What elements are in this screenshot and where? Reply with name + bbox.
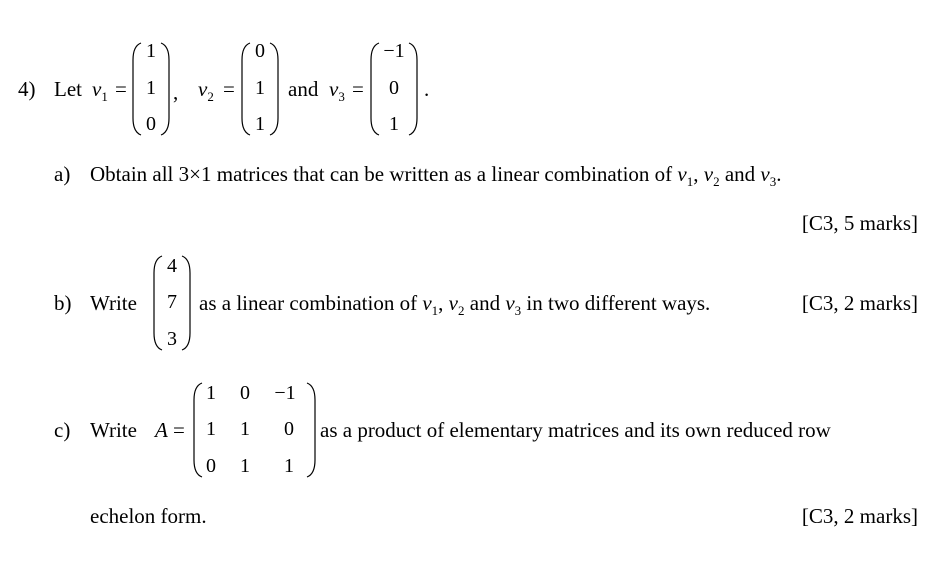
equals-sign: =: [223, 77, 235, 101]
matrix-a-r3c3: 1: [284, 455, 294, 477]
part-a-text: Obtain all 3×1 matrices that can be written as a linear combination of $v_1$, $v_2$ and $v_3$.: [90, 162, 782, 189]
part-c-write: Write: [90, 418, 137, 442]
equals-sign: =: [173, 418, 185, 442]
v3-ref: $v_3$: [505, 291, 522, 318]
v3-entry-1: −1: [383, 40, 405, 62]
v3-vector: [369, 40, 419, 138]
part-b-text: as a linear combination of $v_1$, $v_2$ and $v_3$ in two different ways.: [199, 291, 711, 318]
equals-sign: =: [352, 77, 364, 101]
v2-entry-3: 1: [255, 113, 265, 135]
let-text: Let: [54, 77, 82, 101]
part-b-write: Write: [90, 291, 137, 315]
matrix-a-r2c2: 1: [240, 418, 250, 440]
matrix-a-r2c1: 1: [206, 418, 216, 440]
matrix-a-r3c2: 1: [240, 455, 250, 477]
v1-label: $v_1$: [92, 77, 108, 104]
part-b-marks: [C3, 2 marks]: [801, 291, 918, 315]
v3-entry-3: 1: [389, 113, 399, 135]
part-b-vector: [152, 253, 192, 353]
question-number: 4): [18, 77, 36, 101]
v1-entry-3: 0: [146, 113, 156, 135]
matrix-a-r1c2: 0: [240, 382, 250, 404]
part-c-text-line2: echelon form.: [90, 504, 207, 528]
part-c-label: c): [54, 418, 71, 442]
v2-label: $v_2$: [198, 77, 214, 104]
v1-ref: $v_1$: [422, 291, 439, 318]
equals-sign: =: [115, 77, 127, 101]
v1-entry-1: 1: [146, 40, 156, 62]
v2-ref: $v_2$: [703, 162, 720, 189]
matrix-a: [192, 380, 317, 480]
v3-ref: $v_3$: [760, 162, 777, 189]
v3-entry-2: 0: [389, 77, 399, 99]
matrix-a-r1c1: 1: [206, 382, 216, 404]
part-b-entry-3: 3: [167, 328, 177, 350]
part-b-label: b): [54, 291, 72, 315]
part-c-marks: [C3, 2 marks]: [801, 504, 918, 528]
v2-vector: [240, 40, 280, 138]
v1-vector: [131, 40, 171, 138]
matrix-a-r1c3: −1: [274, 382, 296, 404]
v1-entry-2: 1: [146, 77, 156, 99]
v3-label: $v_3$: [329, 77, 345, 104]
v2-entry-1: 0: [255, 40, 265, 62]
period: .: [424, 77, 430, 101]
part-a-label: a): [54, 162, 71, 186]
matrix-a-r3c1: 0: [206, 455, 216, 477]
part-a-marks: [C3, 5 marks]: [801, 211, 918, 235]
matrix-a-r2c3: 0: [284, 418, 294, 440]
v2-ref: $v_2$: [448, 291, 465, 318]
part-b-entry-2: 7: [167, 291, 177, 313]
comma: ,: [173, 80, 179, 104]
part-b-entry-1: 4: [167, 255, 177, 277]
and-text: and: [288, 77, 319, 101]
part-c-text: as a product of elementary matrices and its own reduced row: [320, 418, 831, 442]
v1-ref: $v_1$: [677, 162, 694, 189]
matrix-a-label: A: [155, 418, 168, 442]
v2-entry-2: 1: [255, 77, 265, 99]
